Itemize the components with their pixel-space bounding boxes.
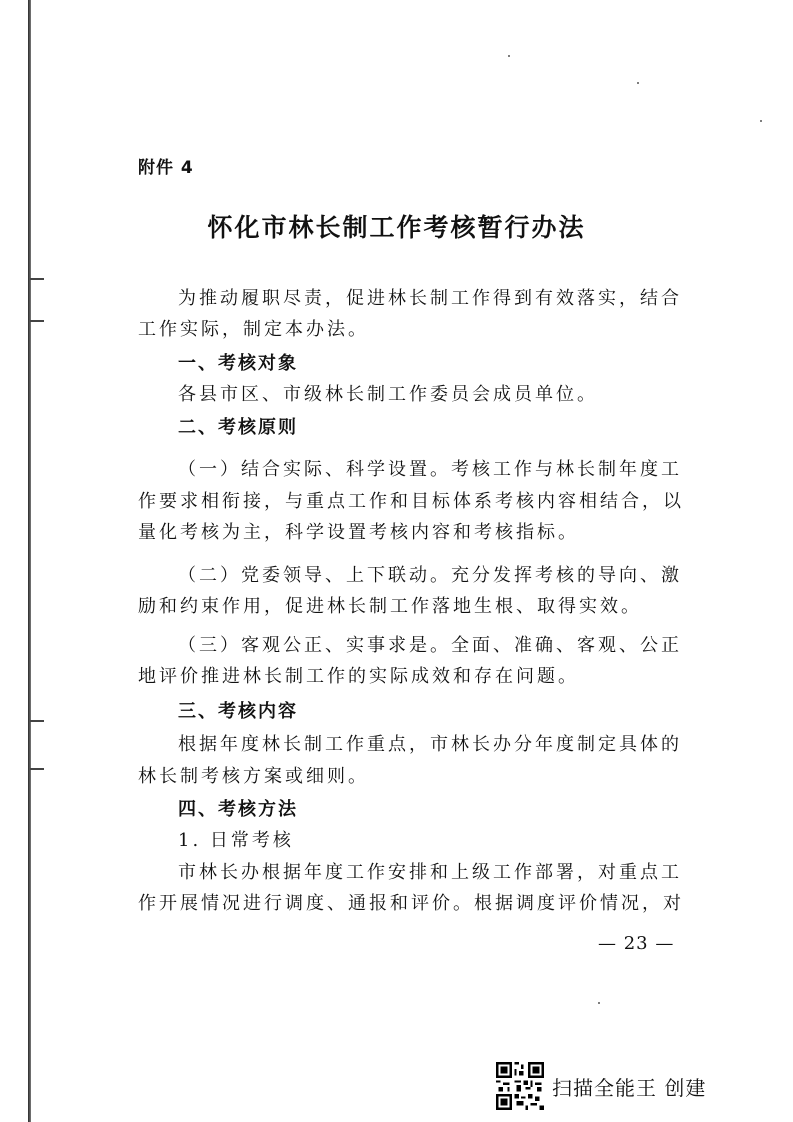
section-heading: 三、考核内容: [178, 701, 298, 722]
paragraph-line: 作开展情况进行调度、通报和评价。根据调度评价情况，对: [138, 893, 684, 914]
paragraph-line: （一）结合实际、科学设置。考核工作与林长制年度工: [178, 459, 682, 480]
paragraph-line: 作要求相衔接，与重点工作和目标体系考核内容相结合，以: [138, 491, 684, 512]
section-heading: 一、考核对象: [178, 353, 298, 374]
paragraph-line: 市林长办根据年度工作安排和上级工作部署，对重点工: [178, 862, 682, 883]
paragraph-line: 励和约束作用，促进林长制工作落地生根、取得实效。: [138, 596, 642, 617]
paragraph-line: 各县市区、市级林长制工作委员会成员单位。: [178, 384, 598, 405]
watermark-text: 扫描全能王 创建: [552, 1075, 707, 1100]
page-number: — 23 —: [598, 933, 675, 954]
paragraph-line: 根据年度林长制工作重点，市林长办分年度制定具体的: [178, 734, 682, 755]
scan-speck: [598, 1002, 600, 1004]
scan-speck: [637, 82, 639, 84]
paragraph-line: 林长制考核方案或细则。: [138, 766, 369, 787]
binding-mark: [30, 720, 44, 722]
binding-mark: [30, 278, 44, 280]
paragraph-line: （二）党委领导、上下联动。充分发挥考核的导向、激: [178, 565, 682, 586]
attachment-label: 附件 4: [138, 158, 194, 178]
paragraph-line: 量化考核为主，科学设置考核内容和考核指标。: [138, 522, 579, 543]
binding-mark: [30, 768, 44, 770]
page-binding-edge: [28, 0, 31, 1122]
section-heading: 四、考核方法: [178, 799, 298, 820]
binding-mark: [30, 320, 44, 322]
paragraph-line: 1. 日常考核: [178, 830, 294, 851]
paragraph-line: （三）客观公正、实事求是。全面、准确、客观、公正: [178, 635, 682, 656]
section-heading: 二、考核原则: [178, 417, 298, 438]
paragraph-line: 工作实际，制定本办法。: [138, 319, 369, 340]
scan-speck: [508, 55, 510, 57]
qr-code-icon: [496, 1062, 544, 1110]
scan-speck: [760, 120, 762, 122]
document-title: 怀化市林长制工作考核暂行办法: [207, 213, 586, 242]
paragraph-line: 为推动履职尽责，促进林长制工作得到有效落实，结合: [178, 288, 682, 309]
paragraph-line: 地评价推进林长制工作的实际成效和存在问题。: [138, 666, 579, 687]
scanner-watermark: [496, 1062, 706, 1110]
